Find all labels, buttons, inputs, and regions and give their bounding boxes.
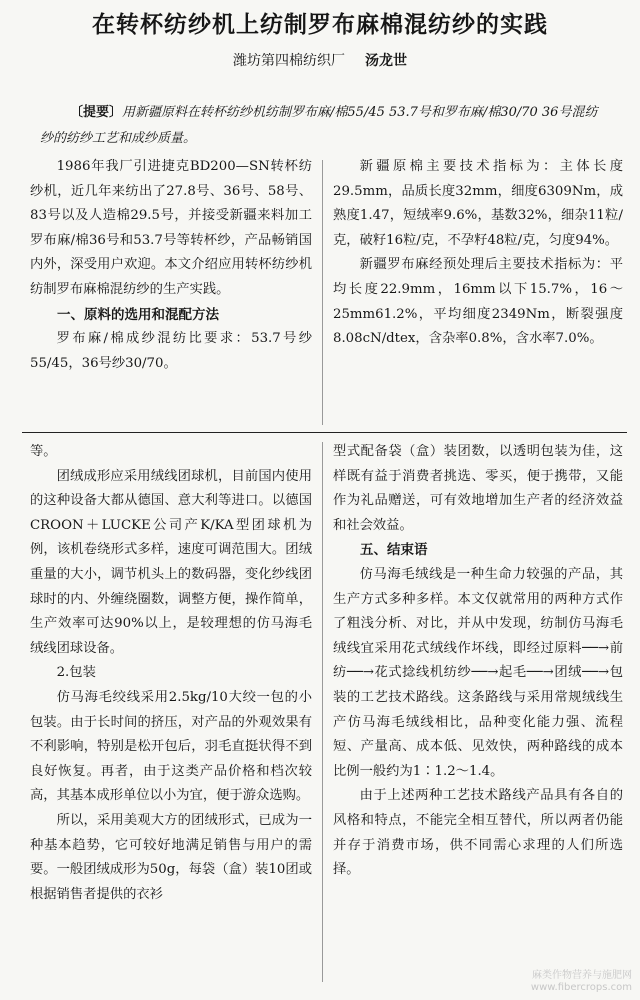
watermark-line-2: www.fibercrops.com — [530, 982, 632, 993]
conclusion-paragraph-2: 由于上述两种工艺技术路线产品具有各自的风格和特点，不能完全相互替代，所以两者仍能并存于消费市场，供不同需心求理的人们所选择。 — [333, 788, 623, 878]
top-right-column — [333, 155, 623, 352]
affiliation: 潍坊第四棉纺织厂 — [233, 53, 345, 69]
byline — [0, 50, 640, 70]
section-heading-5: 五、结束语 — [360, 542, 428, 559]
column-rule-top — [322, 160, 323, 425]
subheading-packaging: 2.包装 — [56, 665, 96, 681]
abstract-label: 〔提要〕 — [70, 105, 123, 120]
ball-form-paragraph: 所以，采用美观大方的团绒形式，已成为一种基本趋势，它可较好地满足销售与用户的需要。一般团绒成形为50g，每袋（盒）装10团或根据销售者提供的衣衫 — [30, 812, 312, 902]
watermark-line-1: 麻类作物营养与施肥网 — [532, 970, 632, 981]
abstract — [40, 100, 605, 152]
section-heading-1: 一、原料的选用和混配方法 — [57, 306, 219, 323]
bottom-right-column — [333, 440, 623, 883]
packaging-paragraph: 仿马海毛绞线采用2.5kg/10大绞一包的小包装。由于长时间的挤压，对产品的外观效果有不利影响，特别是松开包后，羽毛直挺状得不到良好恢复。再者，由于这类产品价格和档次较高，其基本成形单位以小为宜，便于游众选购。 — [30, 689, 312, 804]
continuation-text: 等。 — [30, 444, 57, 459]
intro-paragraph: 1986年我厂引进捷克BD200—SN转杯纺纱机，近几年来纺出了27.8号、36号、58号、83号以及人造棉29.5号，并接受新疆来料加工罗布麻/棉36号和53.7号等转杯纱，产品畅销国内外，深受用户欢迎。本文介绍应用转杯纺纱机纺制罗布麻棉混纺纱的生产实践。 — [30, 159, 312, 297]
ramie-spec-paragraph: 新疆罗布麻经预处理后主要技术指标为：平均长度22.9mm，16mm以下15.7%，16～25mm61.2%，平均细度2349Nm，断裂强度8.08cN/dtex，含杂率0.8%，含水率7.0%。 — [333, 257, 623, 347]
author: 汤龙世 — [365, 53, 407, 69]
conclusion-paragraph-1: 仿马海毛绒线是一种生命力较强的产品，其生产方式多种多样。本文仅就常用的两种方式作了粗浅分析、对比，并从中发现，纺制仿马海毛绒线宜采用花式绒线作坏线，即经过原料──→前纺──→花式捻线机纺纱──→起毛──→团绒──→包装的工艺技术路线。这条路线与采用常规绒线生产仿马海毛绒线相比，品种变化能力强、流程短、产量高、成本低、见效快，两种路线的成本比例一般约为1∶1.2～1.4。 — [333, 566, 623, 779]
article-title: 在转杯纺纱机上纺制罗布麻棉混纺纱的实践 — [92, 12, 548, 38]
page-divider — [22, 432, 627, 433]
top-left-column — [30, 155, 312, 376]
column-rule-bottom — [322, 442, 323, 982]
continuation-paragraph: 型式配备袋（盒）装团数，以透明包装为佳，这样既有益于消费者挑选、零买，便于携带，又能作为礼品赠送，可有效地增加生产者的经济效益和社会效益。 — [333, 444, 623, 533]
blend-ratio-paragraph: 罗布麻/棉成纱混纺比要求：53.7号纱55/45，36号纱30/70。 — [30, 331, 312, 371]
abstract-text: 用新疆原料在转杯纺纱机纺制罗布麻/棉55/45 53.7号和罗布麻/棉30/70 36号混纺纱的纺纱工艺和成纱质量。 — [40, 105, 598, 146]
watermark — [531, 970, 632, 994]
bottom-left-column — [30, 440, 312, 907]
cotton-spec-paragraph: 新疆原棉主要技术指标为：主体长度29.5mm，品质长度32mm，细度6309Nm，成熟度1.47，短绒率9.6%，基数32%，细杂11粒/克，破籽16粒/克，不孕籽48粒/克，匀度94%。 — [333, 159, 623, 248]
ball-winding-paragraph: 团绒成形应采用绒线团球机，目前国内使用的这种设备大都从德国、意大利等进口。以德国CROON＋LUCKE公司产K/KA型团球机为例，该机卷绕形式多样，速度可调范围大。团绒重量的大小，调节机头上的数码器，变化纱线团球时的内、外缠绕圈数，调整方便，操作简单，生产效率可达90%以上，是较理想的仿马海毛绒线团球设备。 — [30, 468, 312, 656]
